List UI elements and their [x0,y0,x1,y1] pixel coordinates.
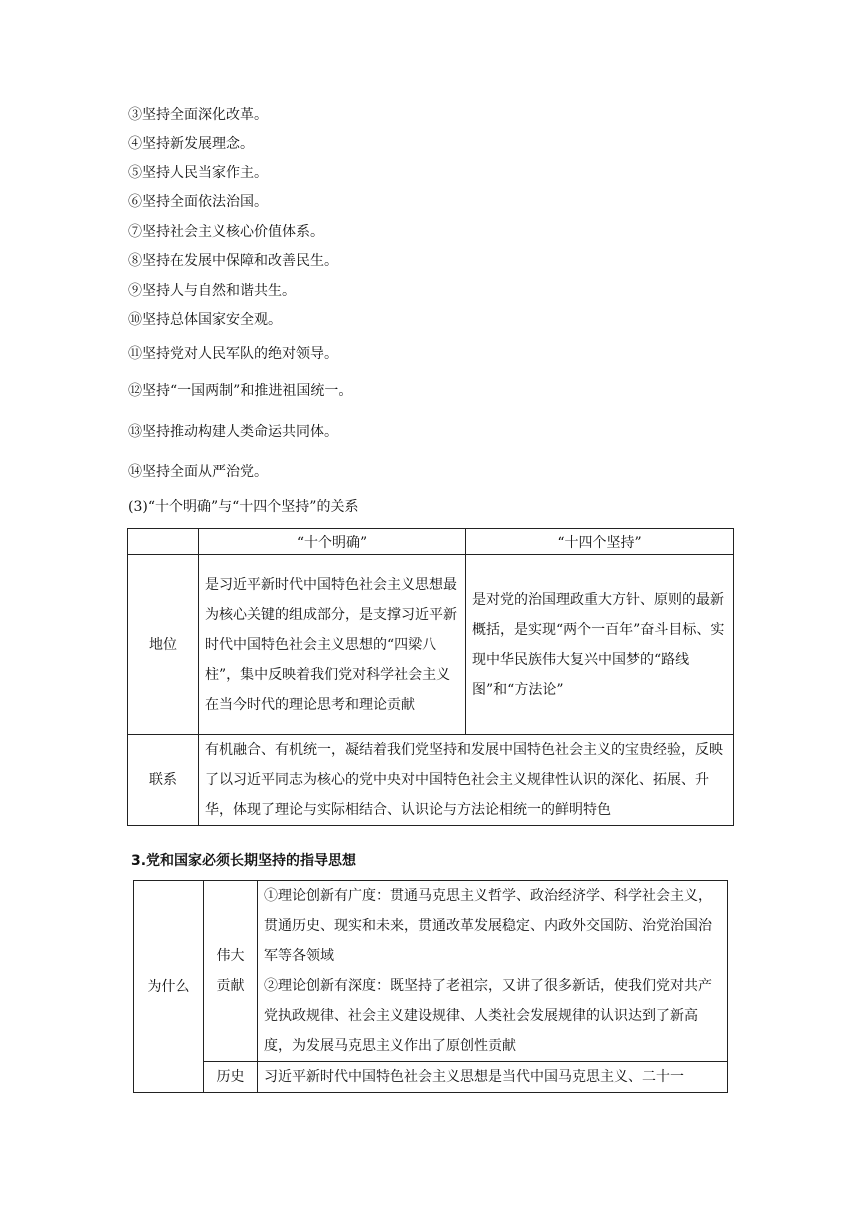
row-label-position: 地位 [128,555,199,735]
sub-label-contribution: 伟大贡献 [204,881,258,1062]
table-row [128,555,734,735]
paragraph: ①理论创新有广度：贯通马克思主义哲学、政治经济学、科学社会主义，贯通历史、现实和未来，贯通改革发展稳定、内政外交国防、治党治国治军等各领域 [264,888,712,964]
list-item: ⑩坚持总体国家安全观。 [128,312,282,328]
table-header-cell [128,529,199,555]
table-cell: 习近平新时代中国特色社会主义思想是当代中国马克思主义、二十一 [258,1062,728,1093]
list-item: ④坚持新发展理念。 [128,136,254,152]
table-row [128,735,734,826]
list-item: ⑭坚持全面从严治党。 [128,464,268,480]
relation-table [127,528,734,826]
sub-label-history: 历史 [204,1062,258,1093]
list-item: ⑨坚持人与自然和谐共生。 [128,283,296,299]
table-cell: 有机融合、有机统一，凝结着我们党坚持和发展中国特色社会主义的宝贵经验，反映了以习近平同志为核心的党中央对中国特色社会主义规律性认识的深化、拓展、升华，体现了理论与实际相结合、认识论与方法论相统一的鲜明特色 [199,735,734,826]
table-row [134,1062,728,1093]
table-header-cell: “十四个坚持” [466,529,734,555]
table-header-row [128,529,734,555]
table-cell [258,881,728,1062]
list-item: ⑬坚持推动构建人类命运共同体。 [128,424,338,440]
table-row [134,881,728,1062]
row-label-link: 联系 [128,735,199,826]
paragraph: ②理论创新有深度：既坚持了老祖宗，又讲了很多新话，使我们党对共产党执政规律、社会主义建设规律、人类社会发展规律的认识达到了新高度，为发展马克思主义作出了原创性贡献 [264,978,712,1054]
table-header-cell: “十个明确” [199,529,466,555]
subsection-heading: (3)“十个明确”与“十四个坚持”的关系 [128,499,359,515]
section-title: 3.党和国家必须长期坚持的指导思想 [131,853,357,869]
list-item: ③坚持全面深化改革。 [128,107,268,123]
list-item: ⑥坚持全面依法治国。 [128,194,268,210]
list-item: ⑫坚持“一国两制”和推进祖国统一。 [128,383,353,399]
row-label-why: 为什么 [134,881,204,1093]
list-item: ⑦坚持社会主义核心价值体系。 [128,224,324,240]
list-item: ⑪坚持党对人民军队的绝对领导。 [128,346,338,362]
guiding-thought-table [133,880,728,1093]
list-item: ⑧坚持在发展中保障和改善民生。 [128,253,338,269]
list-item: ⑤坚持人民当家作主。 [128,165,268,181]
table-cell: 是对党的治国理政重大方针、原则的最新概括，是实现“两个一百年”奋斗目标、实现中华民族伟大复兴中国梦的“路线图”和“方法论” [466,555,734,735]
table-cell: 是习近平新时代中国特色社会主义思想最为核心关键的组成部分，是支撑习近平新时代中国特色社会主义思想的“四梁八柱”，集中反映着我们党对科学社会主义在当今时代的理论思考和理论贡献 [199,555,466,735]
